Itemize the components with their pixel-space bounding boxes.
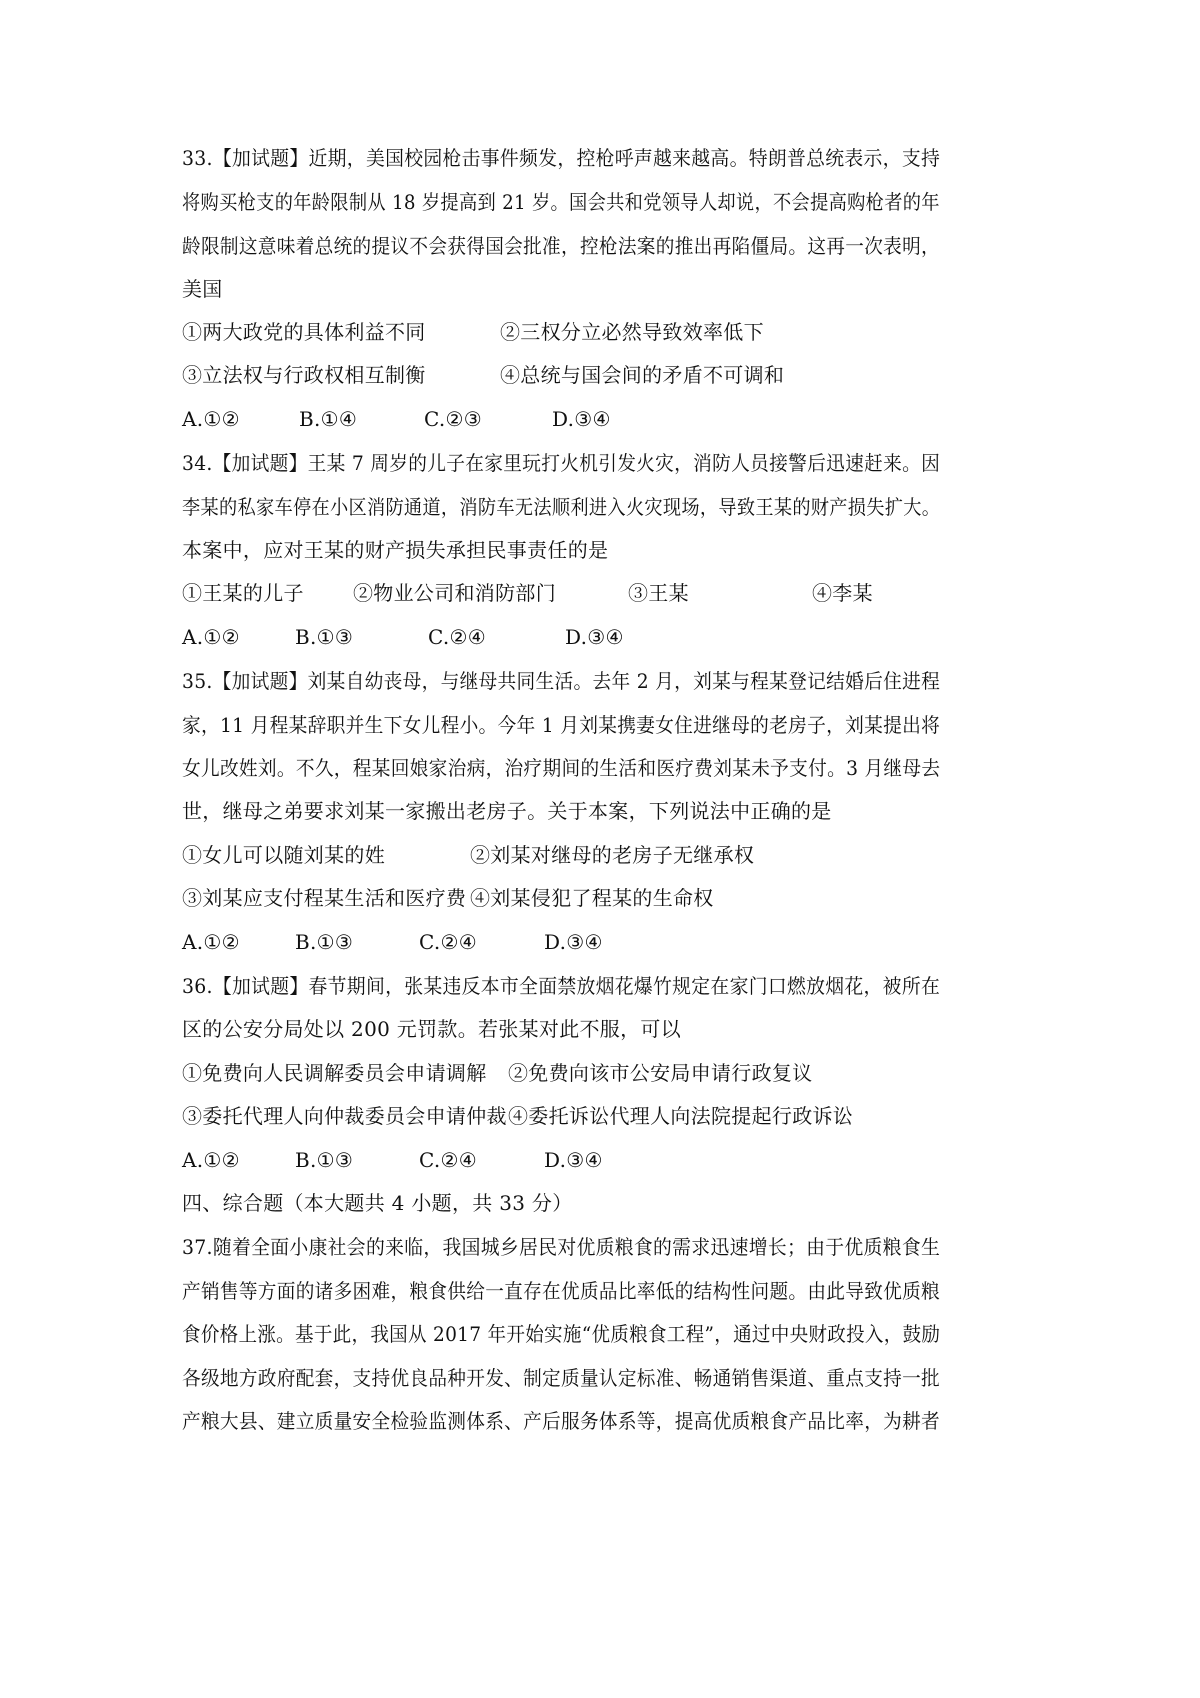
q35-statement-3: ③刘某应支付程某生活和医疗费: [182, 886, 467, 910]
q37-line-1: 37.随着全面小康社会的来临，我国城乡居民对优质粮食的需求迅速增长；由于优质粮食生: [182, 1235, 941, 1259]
q35-line-1: 35.【加试题】刘某自幼丧母，与继母共同生活。去年 2 月，刘某与程某登记结婚后住进程: [182, 669, 941, 693]
q35-statement-1: ①女儿可以随刘某的姓: [182, 843, 385, 867]
q34-line-3: 本案中，应对王某的财产损失承担民事责任的是: [182, 538, 609, 562]
q33-line-3: 龄限制这意味着总统的提议不会获得国会批准，控枪法案的推出再陷僵局。这再一次表明，: [182, 234, 940, 258]
q34-choice-d: D.③④: [565, 625, 624, 649]
q34-choice-b: B.①③: [295, 625, 354, 649]
section-4-heading: 四、综合题（本大题共 4 小题，共 33 分）: [182, 1191, 573, 1215]
q36-statement-2: ②免费向该市公安局申请行政复议: [508, 1061, 813, 1085]
q35-line-2: 家，11 月程某辞职并生下女儿程小。今年 1 月刘某携妻女住进继母的老房子，刘某提出将: [182, 713, 941, 737]
q34-statement-2: ②物业公司和消防部门: [353, 581, 556, 605]
q34-statement-3: ③王某: [628, 581, 689, 605]
q35-choice-b: B.①③: [295, 930, 354, 954]
q33-line-2: 将购买枪支的年龄限制从 18 岁提高到 21 岁。国会共和党领导人却说，不会提高购枪者的年: [182, 190, 940, 214]
q33-choice-c: C.②③: [424, 407, 483, 431]
q33-statement-3: ③立法权与行政权相互制衡: [182, 363, 426, 387]
q33-statement-2: ②三权分立必然导致效率低下: [500, 320, 764, 344]
q33-line-1: 33.【加试题】近期，美国校园枪击事件频发，控枪呼声越来越高。特朗普总统表示，支持: [182, 146, 941, 170]
q36-line-1: 36.【加试题】春节期间，张某违反本市全面禁放烟花爆竹规定在家门口燃放烟花，被所在: [182, 974, 941, 998]
q34-statement-1: ①王某的儿子: [182, 581, 304, 605]
q37-line-5: 产粮大县、建立质量安全检验监测体系、产后服务体系等，提高优质粮食产品比率，为耕者: [182, 1409, 940, 1433]
q35-choice-a: A.①②: [182, 930, 240, 954]
q34-line-2: 李某的私家车停在小区消防通道，消防车无法顺利进入火灾现场，导致王某的财产损失扩大。: [182, 495, 941, 519]
q35-choice-c: C.②④: [419, 930, 478, 954]
q36-statement-3: ③委托代理人向仲裁委员会申请仲裁: [182, 1104, 507, 1128]
q33-choice-a: A.①②: [182, 407, 240, 431]
q33-choice-b: B.①④: [299, 407, 358, 431]
q36-statement-1: ①免费向人民调解委员会申请调解: [182, 1061, 487, 1085]
q33-statement-4: ④总统与国会间的矛盾不可调和: [500, 363, 785, 387]
q35-statement-4: ④刘某侵犯了程某的生命权: [470, 886, 714, 910]
q33-choice-d: D.③④: [552, 407, 611, 431]
q36-choice-d: D.③④: [544, 1148, 603, 1172]
q35-statement-2: ②刘某对继母的老房子无继承权: [470, 843, 755, 867]
q35-line-3: 女儿改姓刘。不久，程某回娘家治病，治疗期间的生活和医疗费刘某未予支付。3 月继母去: [182, 756, 941, 780]
q36-line-2: 区的公安分局处以 200 元罚款。若张某对此不服，可以: [182, 1017, 681, 1041]
q34-statement-4: ④李某: [812, 581, 873, 605]
q37-line-4: 各级地方政府配套，支持优良品种开发、制定质量认定标准、畅通销售渠道、重点支持一批: [182, 1366, 940, 1390]
q35-choice-d: D.③④: [544, 930, 603, 954]
q36-statement-4: ④委托诉讼代理人向法院提起行政诉讼: [508, 1104, 854, 1128]
q36-choice-c: C.②④: [419, 1148, 478, 1172]
q37-line-3: 食价格上涨。基于此，我国从 2017 年开始实施“优质粮食工程”，通过中央财政投入，鼓励: [182, 1322, 941, 1346]
q35-line-4: 世，继母之弟要求刘某一家搬出老房子。关于本案，下列说法中正确的是: [182, 799, 832, 823]
q33-line-4: 美国: [182, 277, 223, 301]
q36-choice-a: A.①②: [182, 1148, 240, 1172]
q34-choice-c: C.②④: [428, 625, 487, 649]
q34-line-1: 34.【加试题】王某 7 周岁的儿子在家里玩打火机引发火灾，消防人员接警后迅速赶来。因: [182, 451, 941, 475]
q33-statement-1: ①两大政党的具体利益不同: [182, 320, 426, 344]
q37-line-2: 产销售等方面的诸多困难，粮食供给一直存在优质品比率低的结构性问题。由此导致优质粮: [182, 1279, 940, 1303]
q34-choice-a: A.①②: [182, 625, 240, 649]
q36-choice-b: B.①③: [295, 1148, 354, 1172]
